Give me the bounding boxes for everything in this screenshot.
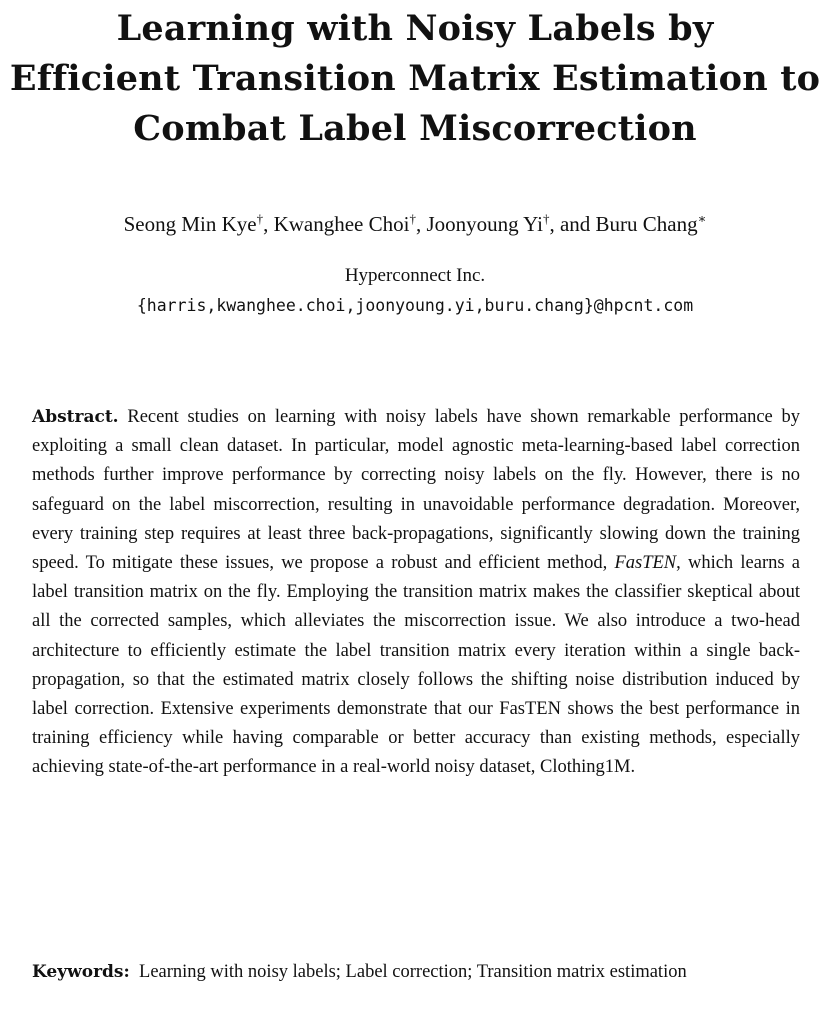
author-separator: , xyxy=(415,212,427,236)
author-mark: ∗ xyxy=(697,211,707,226)
abstract-heading: Abstract. xyxy=(32,407,119,427)
paper-title xyxy=(0,4,830,154)
title-line-2: Efficient Transition Matrix Estimation to xyxy=(9,58,821,99)
abstract xyxy=(32,403,800,783)
method-name: FasTEN xyxy=(614,553,677,574)
author-name: Seong Min Kye xyxy=(123,212,257,236)
author-separator: , xyxy=(263,212,274,236)
title-line-1: Learning with Noisy Labels by xyxy=(116,8,714,49)
author-name: Joonyoung Yi xyxy=(426,212,543,236)
author-mark: † xyxy=(542,211,550,226)
keywords-heading: Keywords: xyxy=(32,962,130,982)
title-line-3: Combat Label Miscorrection xyxy=(133,108,697,149)
author-list xyxy=(0,204,830,239)
author-name: Buru Chang xyxy=(595,212,698,236)
affiliation: Hyperconnect Inc. xyxy=(344,265,486,286)
keywords xyxy=(32,958,800,987)
author-separator: , and xyxy=(549,212,596,236)
keywords-text: Learning with noisy labels; Label correction; Transition matrix estimation xyxy=(139,962,687,982)
author-mark: † xyxy=(256,211,264,226)
abstract-text: Recent studies on learning with noisy labels have shown remarkable performance by exploiting a small clean dataset. In particular, model agnostic meta-learning-based label correction methods further improve performance by correcting noisy labels on the fly. However, there is no safeguard on the label miscorrection, resulting in unavoidable performance degradation. Moreover, every training step requires at least three back-propagations, significantly slowing down the training speed. To mitigate these issues, we propose a robust and efficient method, xyxy=(32,407,801,574)
author-emails: {harris,kwanghee.choi,joonyoung.yi,buru.chang}@hpcnt.com xyxy=(136,296,694,315)
author-mark: † xyxy=(409,211,416,226)
abstract-text-cont: , which learns a label transition matrix on the fly. Employing the transition matrix makes the classifier skeptical about all the corrected samples, which alleviates the miscorrection issue. We also introduce a two-head architecture to efficiently estimate the label transition matrix every iteration within a single back-propagation, so that the estimated matrix closely follows the shifting noise distribution induced by label correction. Extensive experiments demonstrate that our FasTEN shows the best performance in training efficiency while having comparable or better accuracy than existing methods, especially achieving state-of-the-art performance in a real-world noisy dataset, Clothing1M. xyxy=(32,553,800,778)
author-name: Kwanghee Choi xyxy=(273,212,410,236)
